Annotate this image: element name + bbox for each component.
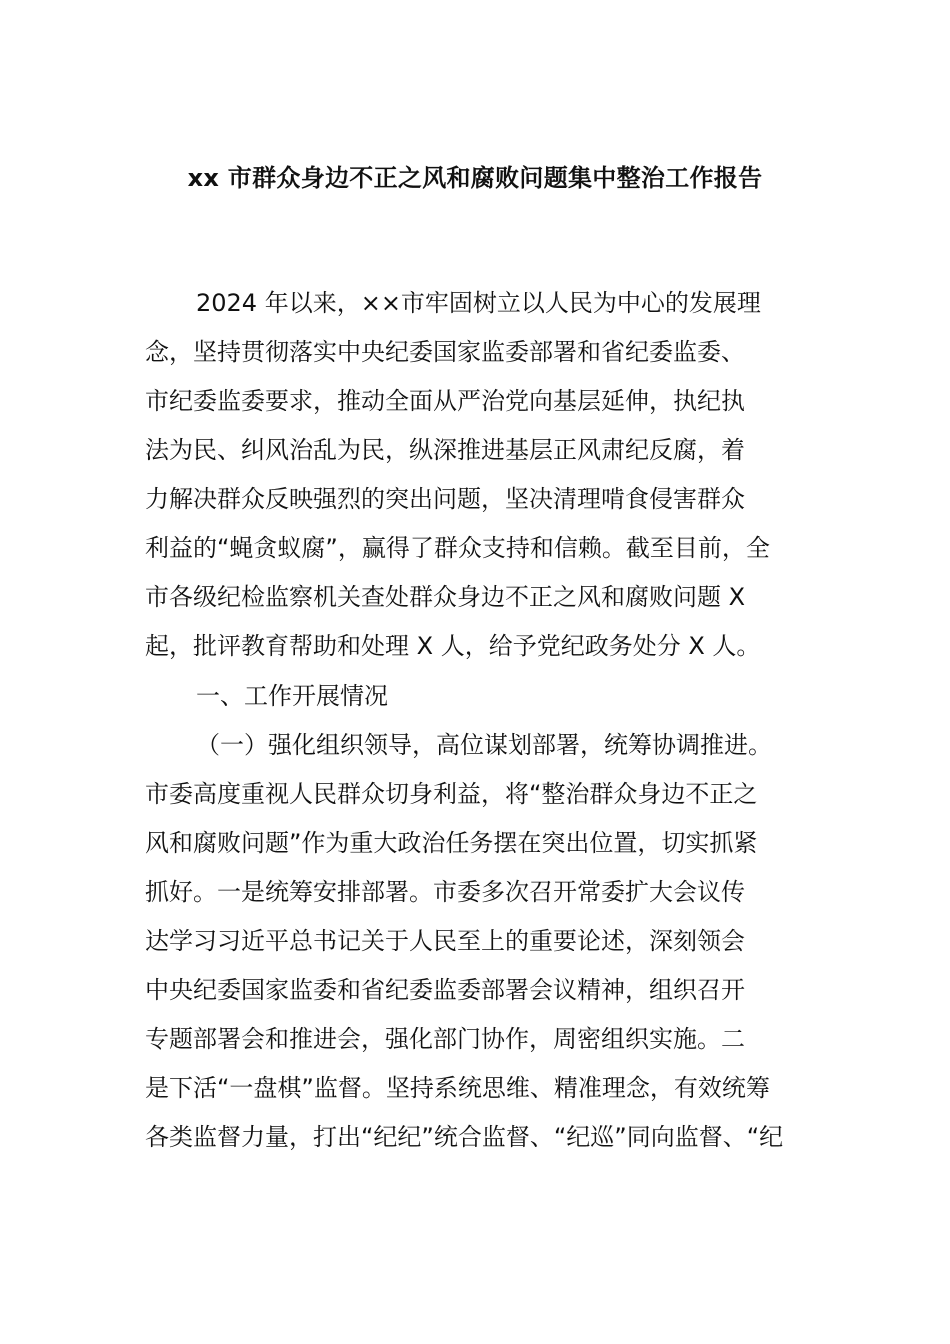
subsection-heading: （一）强化组织领导，高位谋划部署，统筹协调推进。 bbox=[196, 731, 772, 759]
document-title: xx 市群众身边不正之风和腐败问题集中整治工作报告 bbox=[187, 164, 763, 192]
paragraph-line: 起，批评教育帮助和处理 X 人，给予党纪政务处分 X 人。 bbox=[145, 632, 761, 660]
paragraph-line: 市各级纪检监察机关查处群众身边不正之风和腐败问题 X bbox=[145, 583, 746, 611]
paragraph-line: 利益的“蝇贪蚁腐”，赢得了群众支持和信赖。截至目前，全 bbox=[145, 534, 770, 562]
paragraph-line: 达学习习近平总书记关于人民至上的重要论述，深刻领会 bbox=[145, 927, 745, 955]
paragraph-line: 风和腐败问题”作为重大政治任务摆在突出位置，切实抓紧 bbox=[145, 829, 758, 857]
paragraph-line: 抓好。一是统筹安排部署。市委多次召开常委扩大会议传 bbox=[145, 878, 745, 906]
paragraph-line: 中央纪委国家监委和省纪委监委部署会议精神，组织召开 bbox=[145, 976, 745, 1004]
paragraph-line: 专题部署会和推进会，强化部门协作，周密组织实施。二 bbox=[145, 1025, 745, 1053]
section-heading: 一、工作开展情况 bbox=[196, 682, 388, 710]
paragraph-line: 各类监督力量，打出“纪纪”统合监督、“纪巡”同向监督、“纪 bbox=[145, 1123, 784, 1151]
paragraph-line: 是下活“一盘棋”监督。坚持系统思维、精准理念，有效统筹 bbox=[145, 1074, 770, 1102]
paragraph-line: 市纪委监委要求，推动全面从严治党向基层延伸，执纪执 bbox=[145, 387, 745, 415]
paragraph-line: 念，坚持贯彻落实中央纪委国家监委部署和省纪委监委、 bbox=[145, 338, 745, 366]
paragraph-line: 法为民、纠风治乱为民，纵深推进基层正风肃纪反腐，着 bbox=[145, 436, 745, 464]
paragraph-line: 力解决群众反映强烈的突出问题，坚决清理啃食侵害群众 bbox=[145, 485, 745, 513]
paragraph-line: 2024 年以来，××市牢固树立以人民为中心的发展理 bbox=[196, 289, 761, 317]
paragraph-line: 市委高度重视人民群众切身利益，将“整治群众身边不正之 bbox=[145, 780, 758, 808]
